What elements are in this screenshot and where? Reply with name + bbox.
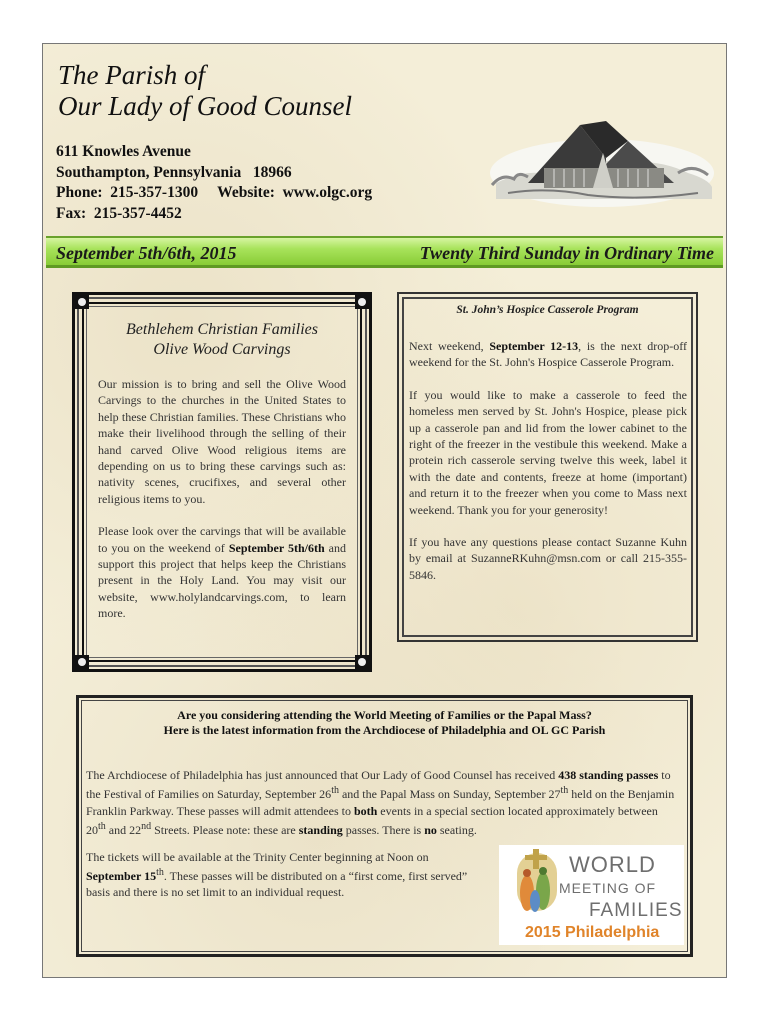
banner-occasion: Twenty Third Sunday in Ordinary Time <box>419 243 714 263</box>
hospice-paragraph: If you have any questions please contact Suzanne Kuhn by email at SuzanneRKuhn@msn.com or call 215-355-5846. <box>409 535 687 582</box>
parish-title-line2: Our Lady of Good Counsel <box>58 91 353 121</box>
carvings-paragraph: Our mission is to bring and sell the Olive Wood Carvings to the churches in the United States to help these Christian families. These Christians who make their livelihood through the selling of their hand carved Olive Wood religious items are depending on us to bring these carvings such as: nativity scenes, crucifixes, and several other religious items to you. <box>98 377 346 506</box>
church-illustration <box>488 113 716 209</box>
hospice-paragraph: If you would like to make a casserole to feed the homeless men served by St. John's Hospice, please pick up a casserole pan and lid from the lower cabinet to the right of the freezer in the vestibule this weekend. Make a protein rich casserole serving twelve this week, label it with the date and contents, freeze at home (important) and return it to the freezer when you come to Mass next weekend. Thank you for your generosity! <box>409 387 687 517</box>
world-meeting-paragraph: The Archdiocese of Philadelphia has just announced that Our Lady of Good Counsel has received 438 standing passes to the Festival of Families on Saturday, September 26th and the Papal Mass on Sunday, September 27th held on the Benjamin Franklin Parkway. These passes will admit attendees to both events in a special section located approximately between 20th and 22nd Streets. Please note: these are standing passes. There is no seating. <box>86 768 675 838</box>
logo-text-world: WORLD <box>569 852 656 877</box>
carvings-title-line2: Olive Wood Carvings <box>153 341 291 358</box>
address-phone-website: Phone: 215-357-1300 Website: www.olgc.org <box>56 184 373 201</box>
world-meeting-paragraph: The tickets will be available at the Trinity Center beginning at Noon on September 15th. These passes will be distributed on a “first come, first served” basis and there is no set limit to an individual request. <box>86 849 468 900</box>
address-fax: Fax: 215-357-4452 <box>56 204 182 222</box>
hospice-paragraph: Next weekend, September 12-13, is the next drop-off weekend for the St. John's Hospice Casserole Program. <box>409 339 687 370</box>
date-banner <box>46 236 723 268</box>
world-meeting-heading-line2: Here is the latest information from the Archdiocese of Philadelphia and OL GC Parish <box>163 723 606 737</box>
world-meeting-heading-line1: Are you considering attending the World Meeting of Families or the Papal Mass? <box>177 708 592 722</box>
corner-ornament <box>355 655 369 669</box>
carvings-body <box>98 376 346 638</box>
hospice-casserole-box <box>397 292 698 642</box>
hospice-body <box>409 338 687 599</box>
carvings-paragraph: Please look over the carvings that will be available to you on the weekend of September 5th/6th and support this project that helps keep the Christians present in the Holy Land. You may visit our website, www.holylandcarvings.com, to learn more. <box>98 524 346 621</box>
world-meeting-heading <box>86 708 683 738</box>
parish-title <box>58 60 352 122</box>
corner-ornament <box>75 655 89 669</box>
parish-address <box>56 142 372 224</box>
address-city: Southampton, Pennsylvania 18966 <box>56 163 292 181</box>
corner-ornament <box>75 295 89 309</box>
corner-ornament <box>355 295 369 309</box>
banner-date: September 5th/6th, 2015 <box>56 243 237 263</box>
carvings-title <box>96 320 348 360</box>
carvings-title-line1: Bethlehem Christian Families <box>126 321 318 338</box>
logo-text-meeting: MEETING OF <box>559 880 657 896</box>
parish-title-line1: The Parish of <box>58 60 206 90</box>
hospice-title: St. John’s Hospice Casserole Program <box>456 304 639 316</box>
address-street: 611 Knowles Avenue <box>56 143 191 160</box>
logo-text-families: FAMILIES <box>589 900 683 921</box>
olive-wood-carvings-box <box>72 292 372 672</box>
logo-text-year-city: 2015 Philadelphia <box>525 924 660 941</box>
world-meeting-logo <box>499 845 684 945</box>
